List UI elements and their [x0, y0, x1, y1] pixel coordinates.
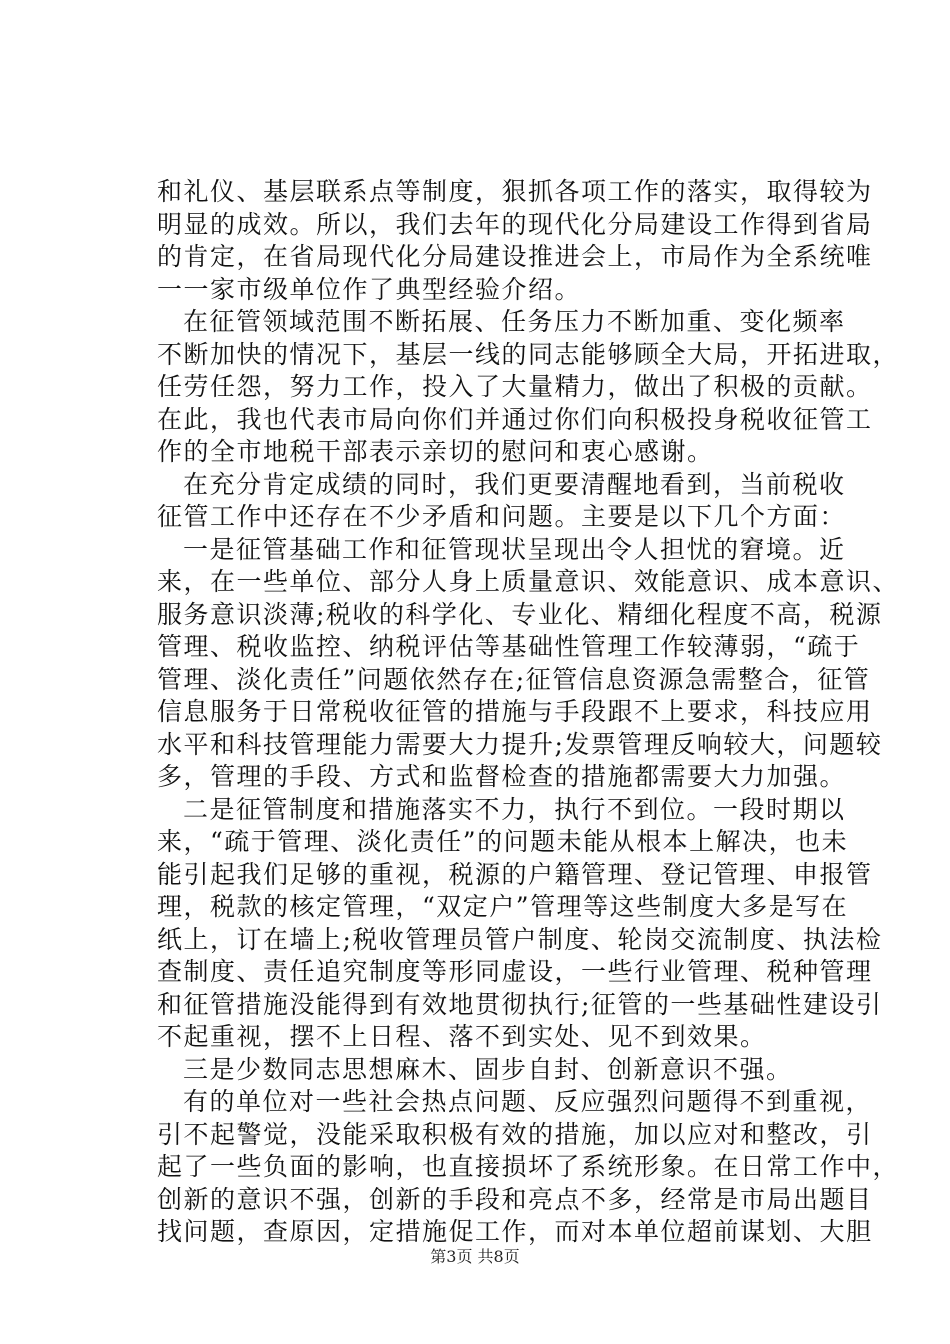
page-number-footer: 第3页 共8页	[430, 1247, 520, 1266]
text-line: 管理、税收监控、纳税评估等基础性管理工作较薄弱，“疏于	[157, 632, 861, 661]
text-line: 和征管措施没能得到有效地贯彻执行;征管的一些基础性建设引	[157, 989, 883, 1019]
text-line: 来，“疏于管理、淡化责任”的问题未能从根本上解决，也未	[157, 827, 849, 856]
text-line: 找问题，查原因，定措施促工作，而对本单位超前谋划、大胆	[157, 1217, 873, 1246]
text-line: 在此，我也代表市局向你们并通过你们向积极投身税收征管工	[157, 404, 873, 434]
text-line: 不断加快的情况下，基层一线的同志能够顾全大局，开拓进取，	[157, 339, 900, 369]
text-line: 来，在一些单位、部分人身上质量意识、效能意识、成本意识、	[157, 567, 900, 596]
text-line: 水平和科技管理能力需要大力提升;发票管理反响较大，问题较	[157, 729, 883, 759]
text-line: 不起重视，摆不上日程、落不到实处、见不到效果。	[157, 1022, 767, 1051]
text-line: 作的全市地税干部表示亲切的慰问和衷心感谢。	[157, 437, 714, 466]
text-line: 引不起警觉，没能采取积极有效的措施，加以应对和整改，引	[157, 1119, 873, 1149]
text-line: 信息服务于日常税收征管的措施与手段跟不上要求，科技应用	[157, 697, 873, 726]
paragraph-start-line: 在充分肯定成绩的同时，我们更要清醒地看到，当前税收	[183, 469, 846, 499]
paragraph-start-line: 一是征管基础工作和征管现状呈现出令人担忧的窘境。近	[183, 534, 846, 564]
paragraph-start-line: 三是少数同志思想麻木、固步自封、创新意识不强。	[183, 1054, 793, 1084]
paragraph-start-line: 在征管领域范围不断拓展、任务压力不断加重、变化频率	[183, 307, 846, 336]
text-line: 和礼仪、基层联系点等制度，狠抓各项工作的落实，取得较为	[157, 177, 873, 206]
text-line: 创新的意识不强，创新的手段和亮点不多，经常是市局出题目	[157, 1184, 873, 1214]
text-line: 一一家市级单位作了典型经验介绍。	[157, 274, 582, 304]
text-line: 多，管理的手段、方式和监督检查的措施都需要大力加强。	[157, 762, 847, 791]
text-line: 任劳任怨，努力工作，投入了大量精力，做出了积极的贡献。	[157, 372, 873, 401]
paragraph-start-line: 二是征管制度和措施落实不力，执行不到位。一段时期以	[183, 794, 846, 824]
text-line: 明显的成效。所以，我们去年的现代化分局建设工作得到省局	[157, 209, 873, 239]
text-line: 纸上，订在墙上;税收管理员管户制度、轮岗交流制度、执法检	[157, 924, 883, 954]
text-line: 征管工作中还存在不少矛盾和问题。主要是以下几个方面：	[157, 502, 847, 531]
text-line: 的肯定，在省局现代化分局建设推进会上，市局作为全系统唯	[157, 242, 873, 271]
paragraph-start-line: 有的单位对一些社会热点问题、反应强烈问题得不到重视，	[183, 1087, 873, 1116]
text-line: 起了一些负面的影响，也直接损坏了系统形象。在日常工作中，	[157, 1152, 900, 1181]
text-line: 查制度、责任追究制度等形同虚设，一些行业管理、税种管理	[157, 957, 873, 986]
text-line: 能引起我们足够的重视，税源的户籍管理、登记管理、申报管	[157, 859, 873, 889]
text-line: 管理、淡化责任”问题依然存在;征管信息资源急需整合，征管	[157, 664, 871, 694]
document-body	[157, 176, 900, 1249]
text-line: 理，税款的核定管理，“双定户”管理等这些制度大多是写在	[157, 892, 849, 921]
text-line: 服务意识淡薄;税收的科学化、专业化、精细化程度不高，税源	[157, 599, 883, 629]
